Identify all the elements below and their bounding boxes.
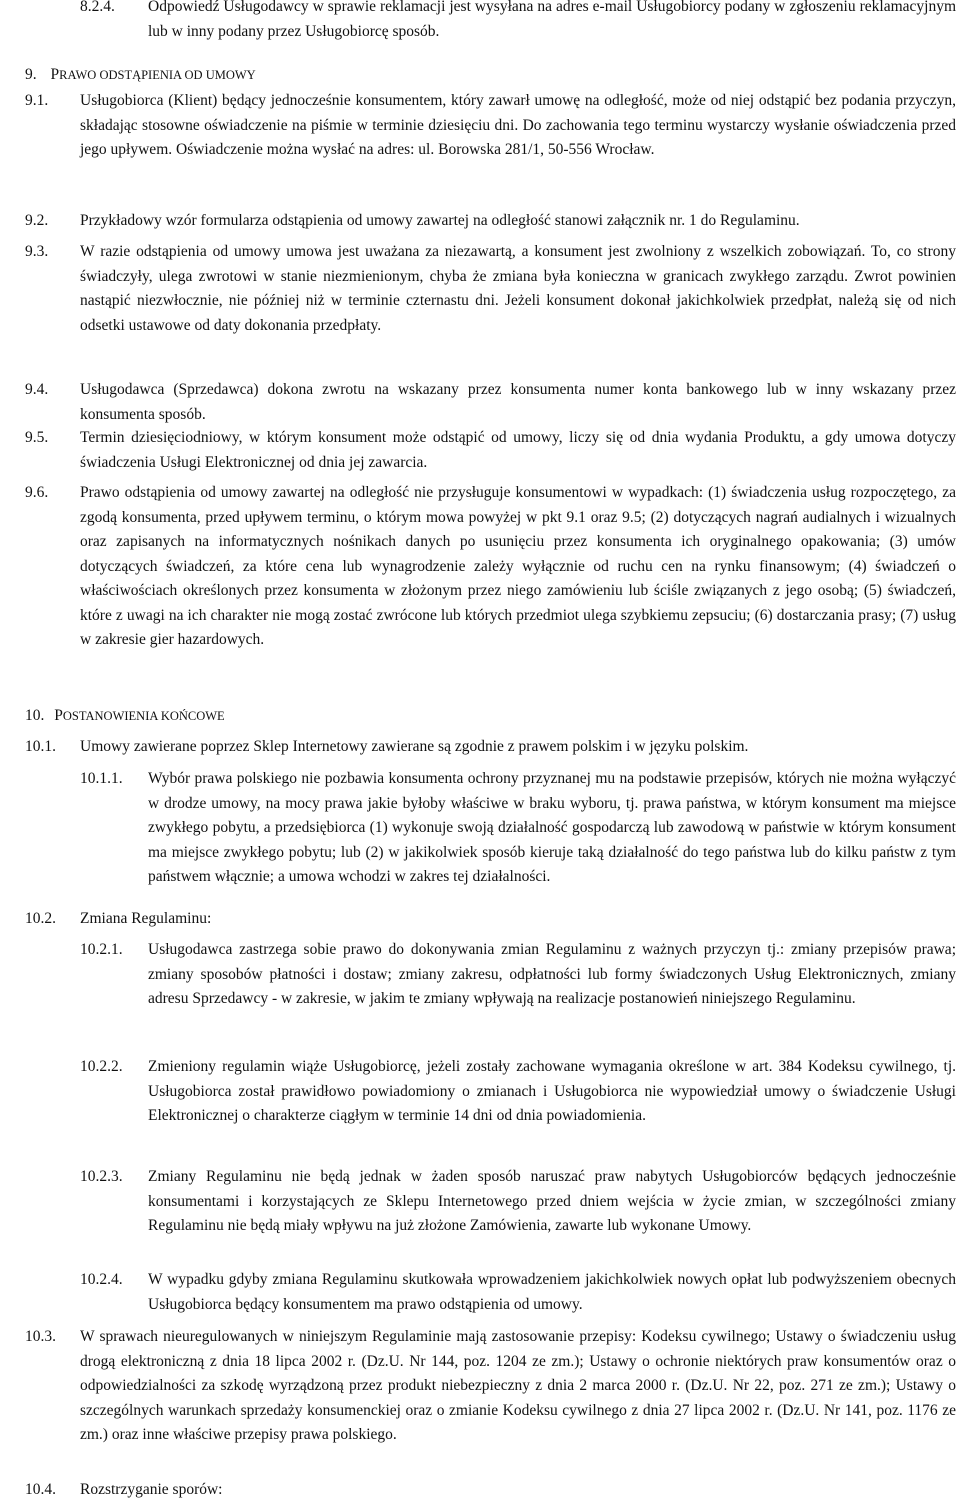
clause-text: Usługodawca zastrzega sobie prawo do dokonywania zmian Regulaminu z ważnych przyczyn tj.: zmiany przepisów prawa; zmiany sposobów płatności i dostaw; zmiany zakresu, odpłatności lub formy świadczonych Usług Elektronicznych, zmiany adresu Sprzedawcy - w zakresie, w jakim te zmiany wpływają na realizacje postanowień niniejszego Regulaminu. — [148, 941, 956, 1007]
clause-text: Rozstrzyganie sporów: — [80, 1481, 223, 1498]
clause-number: 9.1. — [25, 92, 49, 109]
clause-number: 9.3. — [25, 243, 49, 260]
clause-text: Wybór prawa polskiego nie pozbawia konsumenta ochrony przyznanej mu na podstawie przepisów, których nie można wyłączyć w drodze umowy, na mocy prawa jakie byłoby właściwe w braku wyboru, tj. prawa państwa, w którym konsument ma miejsce zwykłego pobytu, a przedsiębiorca (1) wykonuje swoją działalność gospodarczą lub zawodową w państwie w którym konsument ma miejsce zwykłego pobytu; lub (2) w jakikolwiek sposób kieruje taką działalność do tego państwa lub do kilku państw z tym państwem włącznie; a umowa wchodzi w zakres tej działalności. — [148, 770, 956, 885]
clause-text: Zmieniony regulamin wiąże Usługobiorcę, jeżeli zostały zachowane wymagania określone w art. 384 Kodeksu cywilnego, tj. Usługobiorca został prawidłowo powiadomiony o zmianach i Usługobiorca nie wypowiedział umowy o świadczenie Usługi Elektronicznej o charakterze ciągłym w terminie 14 dni od dnia powiadomienia. — [148, 1058, 956, 1124]
clause-number: 10.4. — [25, 1481, 56, 1498]
clause-number: 9.2. — [25, 212, 49, 229]
clause-number: 10.2. — [25, 910, 56, 927]
clause-text: Usługodawca (Sprzedawca) dokona zwrotu na wskazany przez konsumenta numer konta bankowego lub w inny wskazany przez konsumenta sposób. — [80, 381, 956, 423]
clause-text: W wypadku gdyby zmiana Regulaminu skutkowała wprowadzeniem jakichkolwiek nowych opłat lub podwyższeniem obecnych Usługobiorca będący konsumentem ma prawo odstąpienia od umowy. — [148, 1271, 956, 1313]
clause-text: Przykładowy wzór formularza odstąpienia od umowy zawartej na odległość stanowi załącznik nr. 1 do Regulaminu. — [80, 212, 800, 229]
section-heading-10 — [25, 704, 225, 729]
clause-number: 10.3. — [25, 1328, 56, 1345]
section-number: 9. — [25, 66, 37, 83]
clause-text: Prawo odstąpienia od umowy zawartej na odległość nie przysługuje konsumentowi w wypadkach: (1) świadczenia usług rozpoczętego, za zgodą konsumenta, przed upływem terminu, o którym mowa powyżej w pkt 9.1 oraz 9.5; (2) dotyczących nagrań audialnych i wizualnych oraz zapisanych na informatycznych nośnikach danych po usunięciu przez konsumenta ich oryginalnego opakowania; (3) umów dotyczących świadczeń, za które cena lub wynagrodzenie zależy wyłącznie od ruchu cen na rynku finansowym; (4) świadczeń o właściwościach określonych przez konsumenta w złożonym przez niego zamówieniu lub ściśle związanych z jego osobą; (5) świadczeń, które z uwagi na ich charakter nie mogą zostać zwrócone lub których przedmiot ulega szybkiemu zepsuciu; (6) dostarczania prasy; (7) usług w zakresie gier hazardowych. — [80, 484, 956, 648]
clause-number: 10.2.1. — [80, 941, 123, 958]
clause-text: W sprawach nieuregulowanych w niniejszym Regulaminie mają zastosowanie przepisy: Kodeksu cywilnego; Ustawy o świadczeniu usług drogą elektroniczną z dnia 18 lipca 2002 r. (Dz.U. Nr 144, poz. 1204 ze zm.); Ustawy o ochronie niektórych praw konsumentów oraz o odpowiedzialności za szkodę wyrządzoną przez produkt niebezpieczny z dnia 2 marca 2000 r. (Dz.U. Nr 22, poz. 271 ze zm.); Ustawy o szczególnych warunkach sprzedaży konsumenckiej oraz o zmianie Kodeksu cywilnego z dnia 27 lipca 2002 r. (Dz.U. Nr 141, poz. 1176 ze zm.) oraz inne właściwe przepisy prawa polskiego. — [80, 1328, 956, 1443]
clause-number: 9.5. — [25, 429, 49, 446]
clause-number: 10.1. — [25, 738, 56, 755]
clause-text: W razie odstąpienia od umowy umowa jest uważana za niezawartą, a konsument jest zwolniony z wszelkich zobowiązań. To, co strony świadczyły, ulega zwrotowi w stanie niezmienionym, chyba że zmiana była konieczna w granicach zwykłego zarządu. Zwrot powinien nastąpić niezwłocznie, nie później niż w terminie czternastu dni. Jeżeli konsument dokonał jakichkolwiek przedpłat, należą się od nich odsetki ustawowe od daty dokonania przedpłaty. — [80, 243, 956, 334]
clause-text: Odpowiedź Usługodawcy w sprawie reklamacji jest wysyłana na adres e-mail Usługobiorcy podany w zgłoszeniu reklamacyjnym lub w inny podany przez Usługobiorcę sposób. — [148, 0, 956, 40]
clause-number: 9.6. — [25, 484, 49, 501]
section-title-initial: P — [50, 66, 60, 83]
clause-number: 10.2.4. — [80, 1271, 123, 1288]
clause-text: Zmiany Regulaminu nie będą jednak w żaden sposób naruszać praw nabytych Usługobiorców będących jednocześnie konsumentami i korzystających ze Sklepu Internetowego przed dniem wejścia w życie zmian, w szczególności zmiany Regulaminu nie będą miały wpływu na już złożone Zamówienia, zawarte lub wykonane Umowy. — [148, 1168, 956, 1234]
clause-number: 8.2.4. — [80, 0, 115, 15]
section-number: 10. — [25, 707, 45, 724]
section-heading-9 — [25, 63, 256, 88]
clause-number: 10.1.1. — [80, 770, 123, 787]
section-title-rest: OSTANOWIENIA KOŃCOWE — [62, 709, 225, 723]
clause-number: 10.2.3. — [80, 1168, 123, 1185]
clause-number: 9.4. — [25, 381, 49, 398]
clause-number: 10.2.2. — [80, 1058, 123, 1075]
section-title-rest: RAWO ODSTĄPIENIA OD UMOWY — [59, 68, 256, 82]
section-title-initial: P — [54, 707, 63, 724]
clause-text: Zmiana Regulaminu: — [80, 910, 212, 927]
clause-text: Umowy zawierane poprzez Sklep Internetowy zawierane są zgodnie z prawem polskim i w języku polskim. — [80, 738, 749, 755]
clause-text: Usługobiorca (Klient) będący jednocześnie konsumentem, który zawarł umowę na odległość, może od niej odstąpić bez podania przyczyn, składając stosowne oświadczenie na piśmie w terminie dziesięciu dni. Do zachowania tego terminu wystarczy wysłanie oświadczenia przed jego upływem. Oświadczenie można wysłać na adres: ul. Borowska 281/1, 50-556 Wrocław. — [80, 92, 956, 158]
clause-text: Termin dziesięciodniowy, w którym konsument może odstąpić od umowy, liczy się od dnia wydania Produktu, a gdy umowa dotyczy świadczenia Usługi Elektronicznej od dnia jej zawarcia. — [80, 429, 956, 471]
